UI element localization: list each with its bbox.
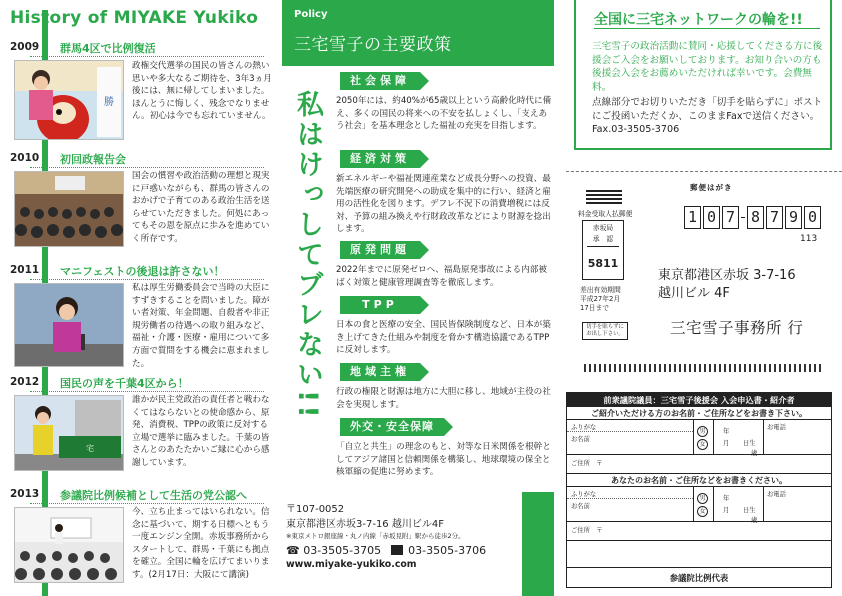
entry-text: 今、立ち止まってはいられない。信念に基づいて、期する日標へともう一度エンジン全開。赤坂事務所からスタートして、群馬・千葉にも拠点を確立。全国に輪を広げてまいります。(2月17日：大阪にて講演) <box>132 507 270 580</box>
entry-divider <box>30 56 264 57</box>
zip-digit: 0 <box>804 206 821 229</box>
office-zip: 〒107-0052 <box>286 504 345 515</box>
zip-digit: 0 <box>703 206 720 229</box>
policy-banner <box>282 0 554 66</box>
month-label: 月 <box>723 440 730 447</box>
photo-street-campaign <box>14 395 124 471</box>
section-text: 新エネルギーや福祉関連産業など成長分野への投資、最先端医療の研究開発への助成を集中的に行い、経済と雇用の活性化を図ります。デフレ不況下の消費増税には反対、予算の組み換えや行財政改革などにより財源を捻出します。 <box>336 174 551 235</box>
birthday-label: 日生 <box>743 440 756 447</box>
customer-barcode <box>584 364 826 372</box>
applicant-heading: あなたのお名前・ご住所などをお書きください。 <box>567 474 831 487</box>
recipient-name: 三宅雪子事務所 行 <box>670 319 804 337</box>
phone-icon: ☎ <box>286 544 300 557</box>
postage-label: 料金受取人払郵便 <box>578 210 633 218</box>
female-option[interactable]: 女 <box>697 506 708 517</box>
year-label: 年 <box>723 428 730 435</box>
stamp-office: 赤坂局 <box>592 224 614 232</box>
section-text: 「自立と共生」の理念のもと、対等な日米関係を根幹としてアジア諸国と信頼関係を構築し、地球環境の保全と核軍縮の促進に努めます。 <box>336 442 551 478</box>
policy-column <box>282 0 554 596</box>
section-head-social-security: 社会保障 <box>340 72 420 90</box>
section-text: 日本の食と医療の安全、国民皆保険制度など、日本が築き上げてきた仕組みや制度を脅かす構造協議であるTPPに反対します。 <box>336 320 551 356</box>
entry-divider <box>30 167 264 168</box>
sex-select[interactable] <box>697 426 709 452</box>
year-label: 2010 <box>10 152 40 164</box>
section-head-nuclear: 原発問題 <box>340 241 420 259</box>
network-box <box>574 0 832 150</box>
entry-text: 国会の慣習や政治活動の理想と現実に戸惑いながらも、群馬の皆さんのおかげで子育てのある政治生活を送らせていただきました。何処にあってもその恩を原点に歩みを進めていく所存です。 <box>132 171 270 244</box>
entry-heading: 国民の声を千葉4区から！ <box>60 377 189 390</box>
zip-digit: 7 <box>722 206 739 229</box>
form-footer: 参議院比例代表 <box>567 567 831 587</box>
office-contact <box>286 500 518 570</box>
year-label: 2011 <box>10 264 40 276</box>
age-label: 歳 <box>751 450 758 457</box>
entry-heading: マニフェストの後退は許さない！ <box>60 265 225 278</box>
section-head-regional: 地域主権 <box>340 363 420 381</box>
entry-divider <box>30 391 264 392</box>
postage-stamp <box>582 220 624 280</box>
postcard-label: 郵便はがき <box>690 183 733 192</box>
zip-suffix: 113 <box>800 234 818 244</box>
photo-lecture-osaka <box>14 507 124 583</box>
name-label: お名前 <box>571 436 590 443</box>
policy-title: 三宅雪子の主要政策 <box>294 35 452 55</box>
zip-digit: 1 <box>684 206 701 229</box>
accent-bar <box>522 492 554 596</box>
recipient-address: 東京都港区赤坂 3-7-16 <box>658 268 796 283</box>
entry-text: 誰かが民主党政治の責任者と戦わなくてはならないとの使命感から、原発、消費税、TPPの政策に反対する立場で選挙に臨みました。千葉の皆さんとのあたたかいご縁に心から感謝しています。 <box>132 395 270 468</box>
website-link[interactable]: www.miyake-yukiko.com <box>286 559 417 570</box>
svg-text:宅: 宅 <box>86 444 94 453</box>
referrer-block <box>567 420 831 474</box>
month-label: 月 <box>723 507 730 514</box>
recipient-building: 越川ビル 4F <box>658 286 730 301</box>
phone-label: お電話 <box>767 424 786 431</box>
male-option[interactable]: 男 <box>697 493 708 504</box>
network-title: 全国に三宅ネットワークの輪を!! <box>594 12 803 28</box>
history-title: History of MIYAKE Yukiko <box>10 8 259 28</box>
address-label: ご住所 〒 <box>571 460 603 467</box>
entry-heading: 参議院比例候補として生活の党公認へ <box>60 489 247 502</box>
postage-validity: 差出有効期間 平成27年2月 17日まで <box>580 286 621 312</box>
history-entry-2009 <box>0 40 272 56</box>
applicant-block <box>567 487 831 541</box>
section-head-economy: 経済対策 <box>340 150 420 168</box>
entry-text: 私は厚生労働委員会で当時の大臣にすずきすることを問いました。障がい者対策、年金問題、自殺者や非正規労働者の待遇への取り組みなど、福祉・介護・医療・雇用について多方面で質問をする機会に恵まれました。 <box>132 283 270 369</box>
entry-text: 政権交代選挙の国民の皆さんの熱い思いや多大なるご期待を、3年3ヵ月後には、無に帰してしまいました。ほんとうに悔しく、残念でなりません。初心は今でも忘れていません。 <box>132 61 272 122</box>
history-entry-2010 <box>0 151 272 167</box>
phone-label: お電話 <box>767 491 786 498</box>
svg-text:勝: 勝 <box>104 97 114 108</box>
reply-postcard <box>574 176 836 386</box>
office-fax: 03-3505-3706 <box>408 544 487 557</box>
form-title: 前衆議院議員：三宅雪子後援会 入会申込書・紹介者 <box>567 393 831 407</box>
male-option[interactable]: 男 <box>697 426 708 437</box>
birthday-label: 日生 <box>743 507 756 514</box>
history-entry-2012 <box>0 375 272 391</box>
network-body: 三宅雪子の政治活動に賛同・応援してくださる方に後援会ご入会をお願いしております。お知り合いの方も後援会入会をお薦めいただければ幸いです。会費無料。 <box>592 41 823 93</box>
furigana-label: ふりがな <box>571 491 597 498</box>
network-instructions: 点線部分でお切りいただき「切手を貼らずに」ポストにご投函いただくか、このままFaxで送信ください。Fax.03-3505-3706 <box>592 97 823 135</box>
application-form <box>566 392 832 588</box>
history-entry-2011 <box>0 263 272 279</box>
name-label: お名前 <box>571 503 590 510</box>
stamp-number: 5811 <box>587 257 619 270</box>
history-column <box>0 0 272 596</box>
year-label: 年 <box>723 495 730 502</box>
year-label: 2009 <box>10 41 40 53</box>
office-phone-row <box>286 544 518 557</box>
photo-committee <box>14 283 124 367</box>
section-text: 2022年までに原発ゼロへ、福島原発事故による内部被ばく対策と健康管理調査等を徹底します。 <box>336 265 547 288</box>
network-title-rule <box>594 28 820 29</box>
entry-divider <box>30 503 264 504</box>
office-address: 東京都港区赤坂3-7-16 越川ビル4F <box>286 519 444 530</box>
referrer-heading: ご紹介いただける方のお名前・ご住所などをお書き下さい。 <box>567 407 831 420</box>
photo-daruma <box>14 60 124 140</box>
female-option[interactable]: 女 <box>697 439 708 450</box>
zip-digit: 7 <box>766 206 783 229</box>
furigana-label: ふりがな <box>571 424 597 431</box>
postage-stripes <box>586 190 622 206</box>
office-tel: 03-3505-3705 <box>303 544 382 557</box>
zip-code-boxes <box>684 206 823 229</box>
section-head-diplomacy: 外交・安全保障 <box>340 418 444 436</box>
no-stamp-note: 切手を貼らずにお出し下さい。 <box>582 322 628 340</box>
entry-heading: 初回政報告会 <box>60 153 126 166</box>
stamp-approval: 承 認 <box>592 235 614 243</box>
age-label: 歳 <box>751 517 758 524</box>
year-label: 2013 <box>10 488 40 500</box>
section-text: 行政の権限と財源は地方に大胆に移し、地域が主役の社会を実現します。 <box>336 387 551 410</box>
address-label: ご住所 〒 <box>571 527 603 534</box>
year-label: 2012 <box>10 376 40 388</box>
entry-heading: 群馬4区で比例復活 <box>60 42 156 55</box>
section-head-tpp: TPP <box>340 296 420 314</box>
sex-select[interactable] <box>697 493 709 519</box>
section-text: 2050年には、約40%が65歳以上という高齢化時代に備え、多くの国民の将来への不安を払しょくし、「支えあう社会」を基本理念とした福祉の充実を目指します。 <box>336 96 552 132</box>
entry-divider <box>30 279 264 280</box>
zip-digit: 9 <box>785 206 802 229</box>
zip-digit: 8 <box>747 206 764 229</box>
photo-report-meeting <box>14 171 124 247</box>
fax-icon <box>391 545 403 555</box>
slogan: 私はけっしてブレない!! <box>292 90 323 421</box>
cut-line <box>566 171 842 172</box>
office-access: ※東京メトロ銀座線・丸ノ内線「赤坂見附」駅から徒歩2分。 <box>286 532 465 540</box>
policy-tag: Policy <box>294 9 328 20</box>
history-entry-2013 <box>0 487 272 503</box>
